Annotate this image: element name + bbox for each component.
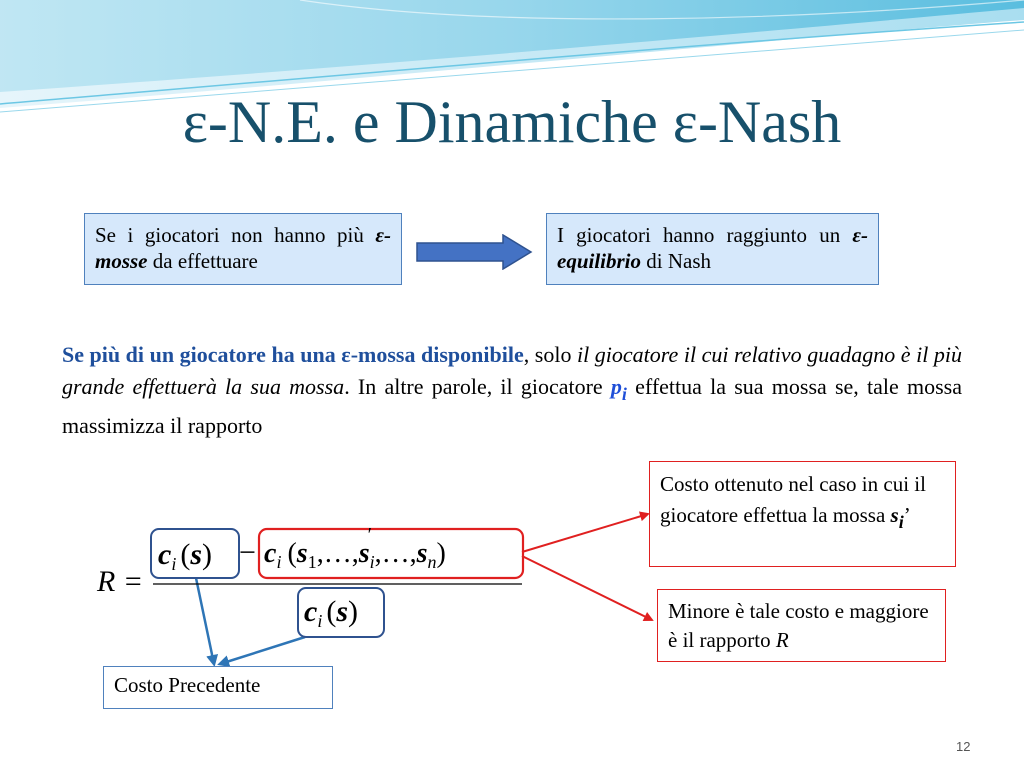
- previous-cost-text: Costo Precedente: [114, 673, 261, 697]
- paragraph-text-2: . In altre parole, il giocatore: [344, 374, 611, 399]
- minus-sign: −: [239, 536, 256, 569]
- explanation-paragraph: [62, 339, 962, 442]
- cost-symbol-2: c: [264, 538, 277, 569]
- cost-symbol-3: c: [304, 595, 318, 628]
- lower-cost-text: Minore è tale costo e maggiore è il rapporto: [668, 599, 929, 652]
- player-symbol: p: [610, 374, 622, 399]
- strategy-symbol-3: s: [336, 595, 349, 628]
- page-number: 12: [956, 739, 971, 754]
- si-prime-symbol: s: [358, 538, 370, 569]
- previous-cost-box: [103, 666, 333, 709]
- open-paren: (: [180, 538, 191, 571]
- separator-1: ,…,: [316, 538, 359, 569]
- cost-index-3: i: [317, 611, 323, 631]
- formula-lhs: R =: [97, 565, 144, 598]
- paragraph-text-3: effettua la sua mossa se, tale mossa massimizza il rapporto: [62, 374, 962, 438]
- paragraph-italic: il giocatore il cui relativo guadagno è il più grande effettuerà la sua mossa: [62, 342, 962, 399]
- numerator-second-term: [264, 524, 446, 573]
- separator-2: ,…,: [374, 538, 417, 569]
- sn-index: n: [427, 552, 437, 572]
- result-box: [546, 213, 879, 285]
- lower-cost-symbol: R: [775, 628, 789, 652]
- cost-obtained-box: [649, 461, 956, 567]
- denominator: [304, 595, 358, 632]
- cost-obtained-suffix: ’: [903, 503, 911, 527]
- close-paren: ): [202, 538, 213, 571]
- right-arrow-icon: [415, 234, 533, 270]
- cost-index: i: [171, 554, 177, 574]
- cost-index-2: i: [276, 552, 282, 572]
- condition-emphasis: ε-mosse: [95, 223, 391, 273]
- slide-title: ε-N.E. e Dinamiche ε-Nash: [182, 89, 842, 155]
- close-paren-3: ): [348, 595, 359, 628]
- paragraph-text-1: , solo: [523, 342, 578, 367]
- numerator-first-term: [158, 538, 212, 575]
- result-text-1: I giocatori hanno raggiunto un: [557, 223, 853, 247]
- open-paren-2: (: [287, 538, 297, 569]
- condition-text-2: da effettuare: [147, 249, 258, 273]
- sn-symbol: s: [416, 538, 428, 569]
- cost-obtained-text: Costo ottenuto nel caso in cui il giocatore effettua la mossa: [660, 472, 926, 527]
- paragraph-highlight: Se più di un giocatore ha una ε-mossa disponibile: [62, 342, 524, 367]
- s1-index: 1: [307, 552, 317, 572]
- result-emphasis: ε-equilibrio: [557, 223, 868, 273]
- lower-cost-box: [657, 589, 946, 662]
- strategy-symbol: s: [190, 538, 203, 571]
- s1-symbol: s: [296, 538, 308, 569]
- result-text-2: di Nash: [641, 249, 712, 273]
- condition-text-1: Se i giocatori non hanno più: [95, 223, 376, 247]
- open-paren-3: (: [326, 595, 337, 628]
- condition-box: [84, 213, 402, 285]
- player-index: i: [621, 384, 627, 404]
- close-paren-2: ): [436, 538, 446, 569]
- prime-mark: ′: [367, 524, 372, 546]
- cost-obtained-index: i: [898, 512, 904, 532]
- cost-symbol: c: [158, 538, 172, 571]
- cost-obtained-symbol: s: [890, 503, 899, 527]
- si-index: i: [369, 552, 375, 572]
